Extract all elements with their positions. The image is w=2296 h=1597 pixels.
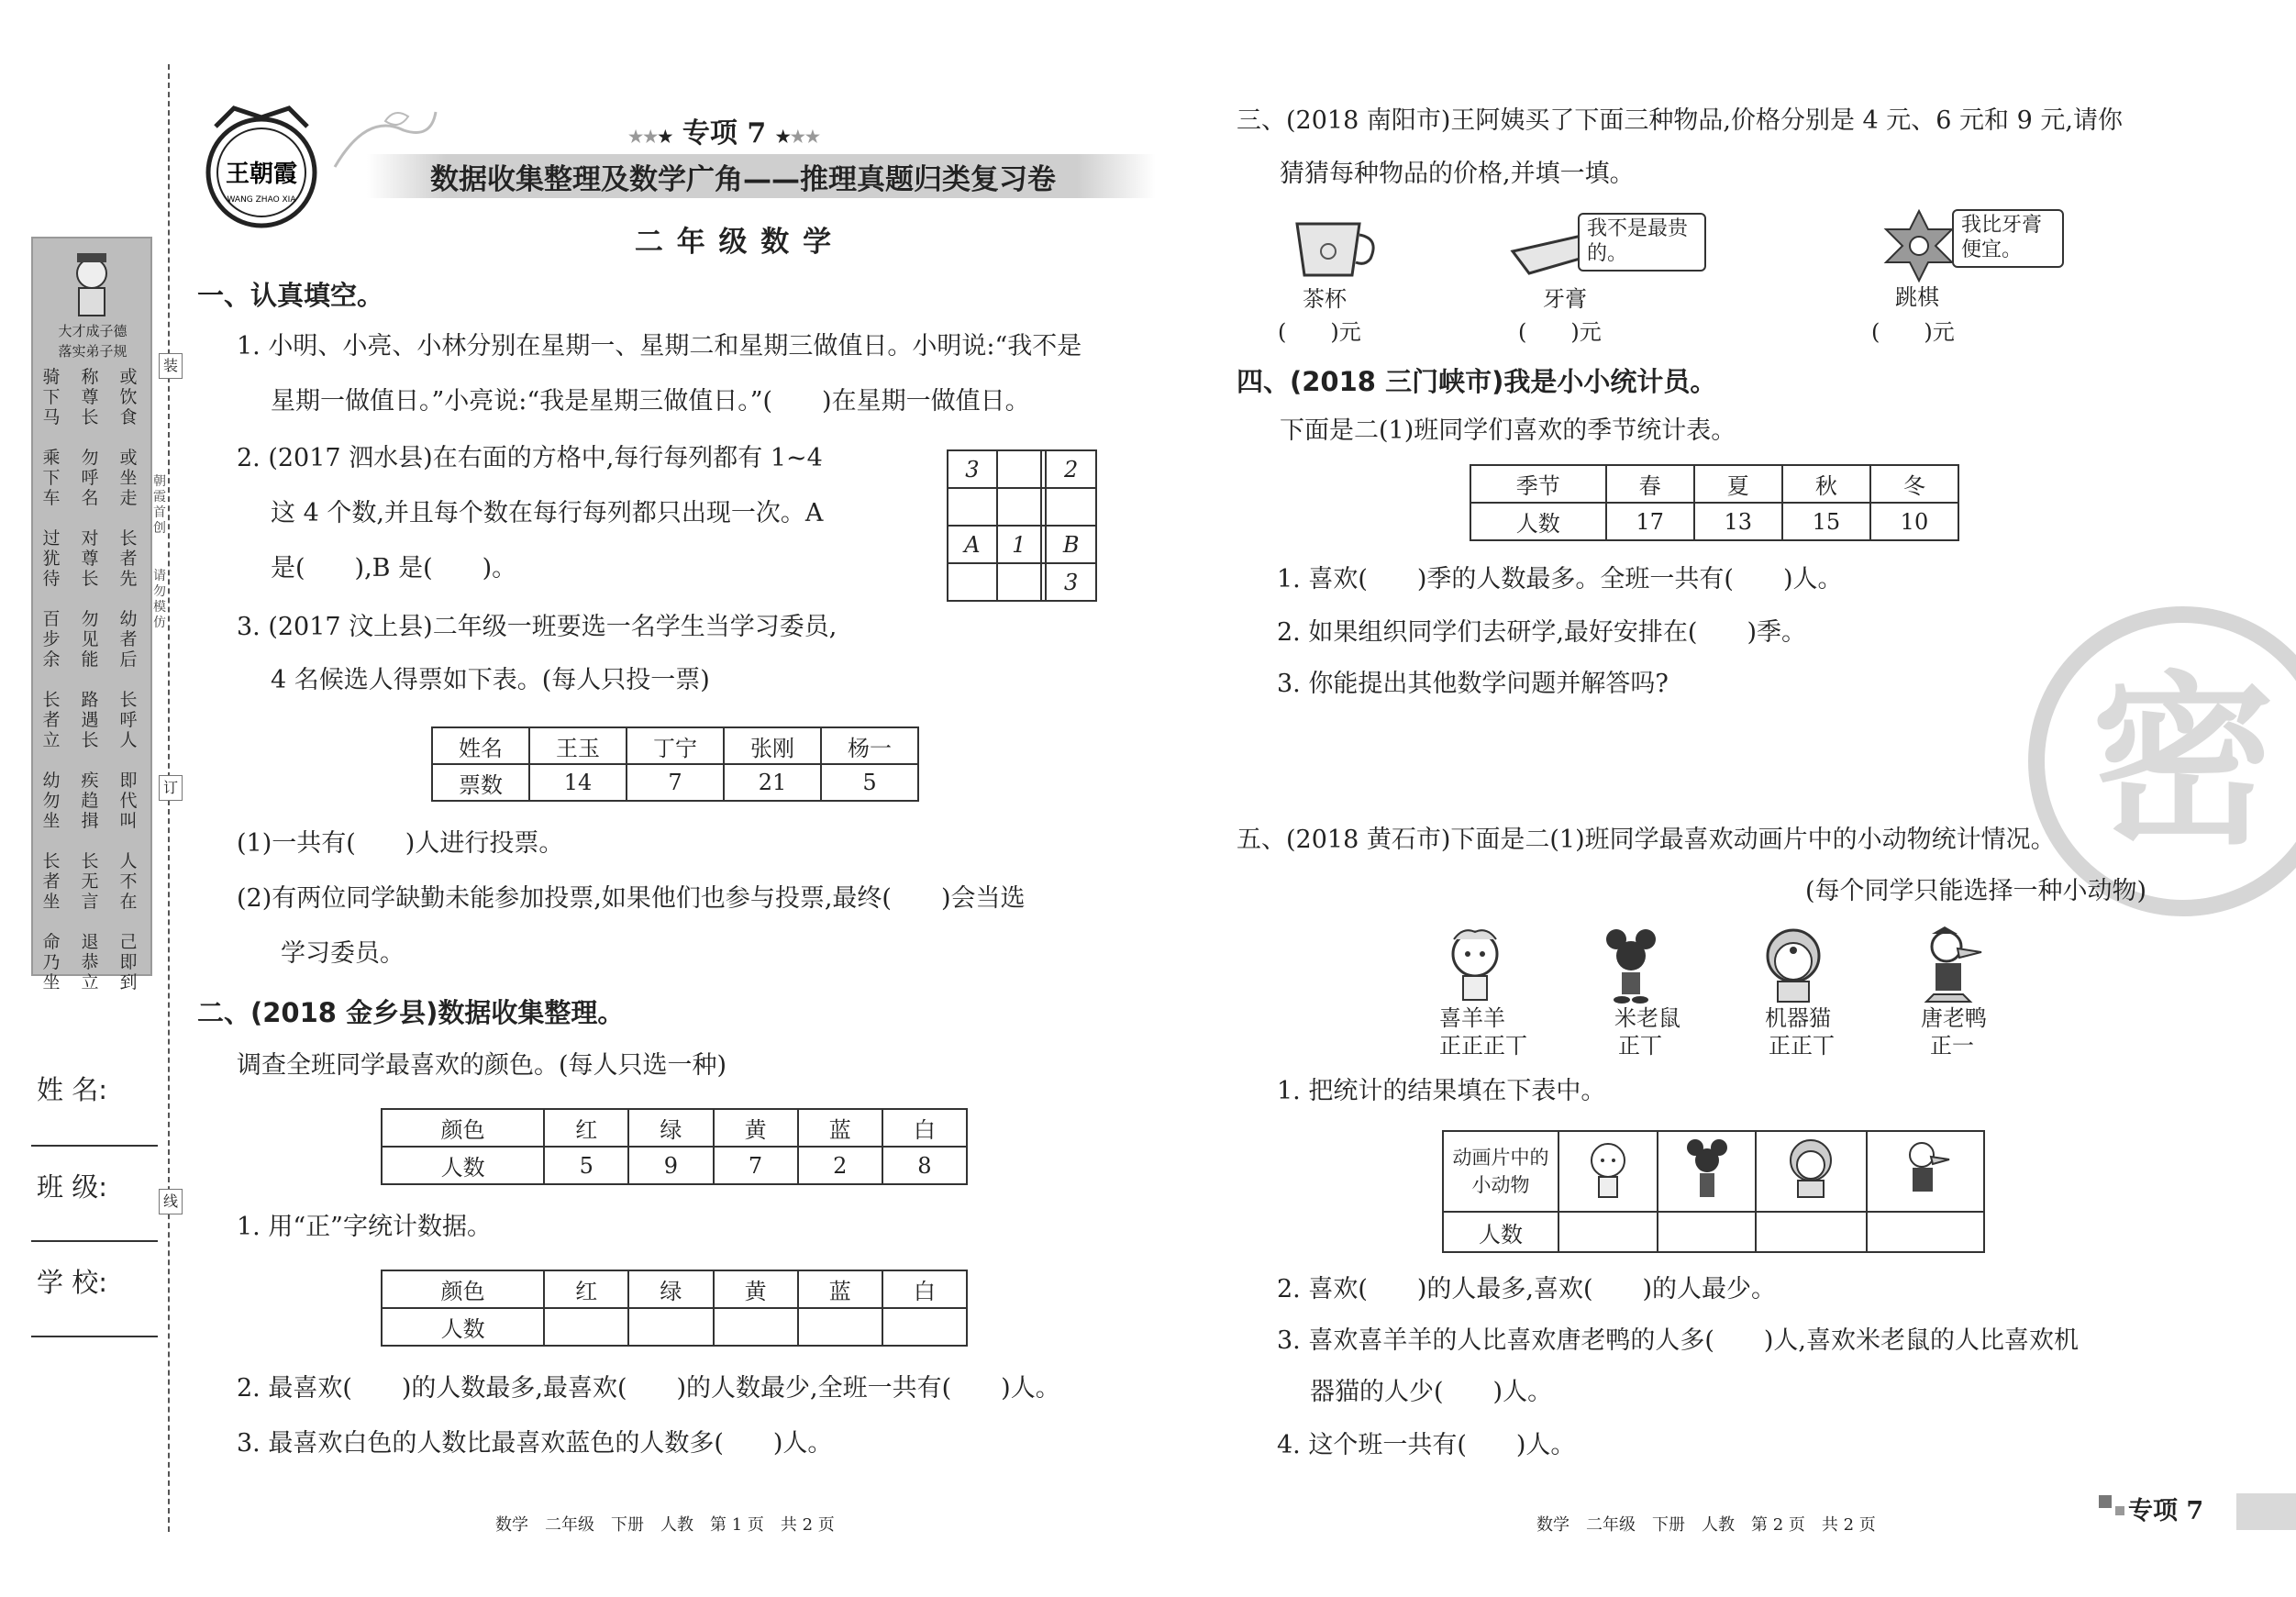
vote-header: 杨一: [821, 727, 918, 764]
s2-q3: 3. 最喜欢白色的人数比最喜欢蓝色的人数多( )人。: [237, 1429, 833, 1458]
speech-bubble-checkers: 我比牙膏便宜。: [1952, 209, 2064, 268]
section3-heading: 三、(2018 南阳市)王阿姨买了下面三种物品,价格分别是 4 元、6 元和 9 元,请你: [1237, 106, 2123, 135]
footer-left: 数学 二年级 下册 人教 第 1 页 共 2 页: [495, 1515, 835, 1535]
animal-name: 唐老鸭: [1921, 1005, 1987, 1031]
animal-table-row-label: 人数: [1443, 1212, 1558, 1252]
s1-q2-line1: 2. (2017 泗水县)在右面的方格中,每行每列都有 1~4: [237, 444, 823, 472]
tally-table: [381, 1270, 968, 1347]
publisher-logo: [188, 99, 344, 237]
s1-q3-line2: 4 名候选人得票如下表。(每人只投一票): [271, 666, 710, 694]
animal-table: [1442, 1130, 1985, 1253]
vote-cell: 7: [627, 764, 724, 801]
animal-count-cell[interactable]: [1867, 1212, 1984, 1252]
s5-q2: 2. 喜欢( )的人最多,喜欢( )的人最少。: [1277, 1275, 1777, 1303]
sudoku-grid: [947, 449, 1097, 602]
animal-tally: 正一: [1930, 1033, 1974, 1059]
tally-answer-cell[interactable]: [714, 1308, 798, 1346]
s5-q3-line2: 器猫的人少( )人。: [1310, 1378, 1553, 1406]
animal-table-header: 动画片中的小动物: [1443, 1131, 1558, 1212]
s1-q3-sub2-line1: (2)有两位同学缺勤未能参加投票,如果他们也参与投票,最终( )会当选: [237, 884, 1026, 913]
s1-q1-line1: 1. 小明、小亮、小林分别在星期一、星期二和星期三做值日。小明说:“我不是: [237, 332, 1082, 360]
s2-q1: 1. 用“正”字统计数据。: [237, 1213, 492, 1241]
donald-duck-small-illustration: [1898, 1137, 1953, 1201]
tab-shade: [2236, 1493, 2296, 1530]
grid-cell: [948, 488, 997, 526]
animal-count-cell[interactable]: [1658, 1212, 1757, 1252]
season-cell: 13: [1694, 503, 1782, 540]
s2-q2: 2. 最喜欢( )的人数最多,最喜欢( )的人数最少,全班一共有( )人。: [237, 1374, 1060, 1403]
vote-header: 姓名: [432, 727, 529, 764]
pleasant-goat-illustration: [1445, 925, 1505, 1004]
grid-cell: [997, 563, 1041, 601]
season-header: 冬: [1870, 465, 1958, 503]
vote-header: 张刚: [724, 727, 821, 764]
season-cell: 17: [1606, 503, 1694, 540]
page-title: 数据收集整理及数学广角——推理真题归类复习卷: [430, 163, 1056, 196]
section2-heading: 二、(2018 金乡县)数据收集整理。: [197, 997, 625, 1028]
tally-answer-cell[interactable]: [882, 1308, 967, 1346]
proverb-panel: [31, 237, 152, 993]
color-table: [381, 1108, 968, 1185]
binding-char-xian: 线: [159, 1189, 183, 1214]
tally-header: 红: [544, 1270, 628, 1308]
animal-count-cell[interactable]: [1756, 1212, 1866, 1252]
grid-cell: 2: [1046, 450, 1096, 488]
vote-header: 王玉: [529, 727, 627, 764]
grid-cell: [1046, 488, 1096, 526]
color-cell: 2: [798, 1147, 882, 1184]
mickey-mouse-illustration: [1603, 926, 1658, 1004]
section5-heading: 五、(2018 黄石市)下面是二(1)班同学最喜欢动画片中的小动物统计情况。: [1237, 826, 2056, 854]
season-header: 季节: [1470, 465, 1606, 503]
s1-q3-sub2-line2: 学习委员。: [281, 939, 405, 968]
animal-table-donald-cell: [1867, 1131, 1984, 1212]
s4-q2: 2. 如果组织同学们去研学,最好安排在( )季。: [1277, 618, 1806, 647]
binding-char-ding: 订: [159, 775, 183, 801]
vote-cell: 14: [529, 764, 627, 801]
doraemon-small-illustration: [1785, 1137, 1836, 1201]
s5-q3-line1: 3. 喜欢喜羊羊的人比喜欢唐老鸭的人多( )人,喜欢米老鼠的人比喜欢机: [1277, 1326, 2079, 1355]
color-header: 绿: [628, 1109, 713, 1147]
item-teacup-answer: ( )元: [1278, 319, 1361, 345]
svg-text:密: 密: [2091, 656, 2276, 870]
s2-intro: 调查全班同学最喜欢的颜色。(每人只选一种): [237, 1051, 727, 1080]
animal-name: 喜羊羊: [1439, 1005, 1505, 1031]
vote-header: 丁宁: [627, 727, 724, 764]
footer-right: 数学 二年级 下册 人教 第 2 页 共 2 页: [1536, 1515, 1876, 1535]
animal-tally: 正正丅: [1769, 1033, 1835, 1059]
animal-table-mickey-cell: [1658, 1131, 1757, 1212]
color-header: 白: [882, 1109, 967, 1147]
section4-heading: 四、(2018 三门峡市)我是小小统计员。: [1237, 366, 1717, 397]
tally-header: 绿: [628, 1270, 713, 1308]
color-cell: 8: [882, 1147, 967, 1184]
item-toothpaste-name: 牙膏: [1543, 286, 1587, 312]
s1-q2-line3: 是( ),B 是( )。: [271, 554, 517, 582]
season-cell: 10: [1870, 503, 1958, 540]
color-cell: 7: [714, 1147, 798, 1184]
class-label: 班 级:: [37, 1171, 107, 1203]
binding-note-1: 朝霞首创: [153, 474, 166, 536]
season-cell: 人数: [1470, 503, 1606, 540]
tally-header: 黄: [714, 1270, 798, 1308]
season-header: 春: [1606, 465, 1694, 503]
name-label: 姓 名:: [37, 1074, 107, 1105]
s4-q3: 3. 你能提出其他数学问题并解答吗?: [1277, 670, 1669, 698]
s1-q3-line1: 3. (2017 汶上县)二年级一班要选一名学生当学习委员,: [237, 613, 837, 641]
binding-note-2: 请勿模仿: [153, 569, 166, 630]
tally-header: 颜色: [382, 1270, 544, 1308]
color-header: 红: [544, 1109, 628, 1147]
color-cell: 5: [544, 1147, 628, 1184]
series-label: ★★★ 专项 7 ★★★: [628, 117, 821, 150]
vote-cell: 票数: [432, 764, 529, 801]
season-table: [1470, 464, 1959, 541]
corner-series-tab: 专项 7: [2128, 1493, 2236, 1530]
proverb-col-1: 骑下马 乘下车 过犹待 百步余 长者立 幼勿坐 长者坐 命乃坐: [42, 367, 61, 993]
section5-note: (每个同学只能选择一种小动物): [1805, 877, 2147, 905]
tally-answer-cell[interactable]: [544, 1308, 628, 1346]
s1-q1-line2: 星期一做值日。”小亮说:“我是星期三做值日。”( )在星期一做值日。: [271, 387, 1030, 416]
color-header: 蓝: [798, 1109, 882, 1147]
animal-name: 机器猫: [1765, 1005, 1831, 1031]
animal-tally: 正丅: [1618, 1033, 1662, 1059]
grid-cell: [948, 563, 997, 601]
section3-line2: 猜猜每种物品的价格,并填一填。: [1280, 160, 1635, 188]
item-teacup-name: 茶杯: [1303, 286, 1347, 312]
tally-row-label: 人数: [382, 1308, 544, 1346]
vote-table: [431, 726, 919, 802]
grid-cell: 3: [1046, 563, 1096, 601]
s4-q1: 1. 喜欢( )季的人数最多。全班一共有( )人。: [1277, 565, 1843, 593]
season-header: 夏: [1694, 465, 1782, 503]
s1-q3-sub1: (1)一共有( )人进行投票。: [237, 829, 564, 858]
svg-text:WANG ZHAO XIA: WANG ZHAO XIA: [227, 195, 296, 205]
proverb-col-3: 或饮食 或坐走 长者先 幼者后 长呼人 即代叫 人不在 己即到: [119, 367, 138, 993]
item-checkers-answer: ( )元: [1871, 319, 1955, 345]
vote-cell: 21: [724, 764, 821, 801]
s1-q2-line2: 这 4 个数,并且每个数在每行每列都只出现一次。A: [271, 499, 824, 527]
grid-cell: 3: [948, 450, 997, 488]
item-checkers-name: 跳棋: [1895, 284, 1939, 310]
proverb-col-2: 称尊长 勿呼名 对尊长 勿见能 路遇长 疾趋揖 长无言 退恭立: [81, 367, 99, 993]
color-header: 颜色: [382, 1109, 544, 1147]
pleasant-goat-small-illustration: [1585, 1137, 1631, 1201]
animal-table-doraemon-cell: [1756, 1131, 1866, 1212]
animal-name: 米老鼠: [1614, 1005, 1680, 1031]
color-cell: 人数: [382, 1147, 544, 1184]
tab-decoration: [2099, 1495, 2112, 1508]
vote-cell: 5: [821, 764, 918, 801]
season-header: 秋: [1782, 465, 1870, 503]
item-toothpaste-answer: ( )元: [1518, 319, 1602, 345]
motto-line-1: 大才成子德: [58, 323, 128, 339]
name-field[interactable]: [31, 1145, 158, 1147]
grid-cell: 1: [997, 526, 1041, 563]
donald-duck-illustration: [1917, 925, 1987, 1004]
class-field[interactable]: [31, 1240, 158, 1242]
mickey-mouse-small-illustration: [1684, 1137, 1730, 1201]
page-subtitle: 二 年 级 数 学: [634, 226, 834, 259]
teacup-illustration: [1292, 216, 1383, 283]
grid-cell: [997, 488, 1041, 526]
svg-text:王朝霞: 王朝霞: [225, 161, 298, 188]
school-field[interactable]: [31, 1336, 158, 1337]
animal-table-goat-cell: [1558, 1131, 1658, 1212]
tally-answer-cell[interactable]: [628, 1308, 713, 1346]
grid-cell: [997, 450, 1041, 488]
speech-bubble-toothpaste: 我不是最贵的。: [1578, 213, 1706, 272]
doraemon-illustration: [1761, 926, 1825, 1004]
color-cell: 9: [628, 1147, 713, 1184]
school-label: 学 校:: [37, 1267, 107, 1298]
section1-heading: 一、认真填空。: [197, 280, 384, 311]
tally-header: 白: [882, 1270, 967, 1308]
tab-decoration: [2115, 1506, 2124, 1515]
s5-q4: 4. 这个班一共有( )人。: [1277, 1431, 1576, 1459]
color-header: 黄: [714, 1109, 798, 1147]
animal-count-cell[interactable]: [1558, 1212, 1658, 1252]
motto-line-2: 落实弟子规: [58, 343, 128, 360]
grid-cell: A: [948, 526, 997, 563]
binding-char-zhuang: 装: [159, 353, 183, 379]
tally-header: 蓝: [798, 1270, 882, 1308]
s5-q1: 1. 把统计的结果填在下表中。: [1277, 1077, 1606, 1105]
animal-tally: 正正正丅: [1439, 1033, 1527, 1059]
section4-intro: 下面是二(1)班同学们喜欢的季节统计表。: [1280, 416, 1736, 445]
chinese-checkers-illustration: [1882, 209, 1956, 283]
grid-cell: B: [1046, 526, 1096, 563]
season-cell: 15: [1782, 503, 1870, 540]
scholar-illustration: [55, 246, 128, 319]
tally-answer-cell[interactable]: [798, 1308, 882, 1346]
